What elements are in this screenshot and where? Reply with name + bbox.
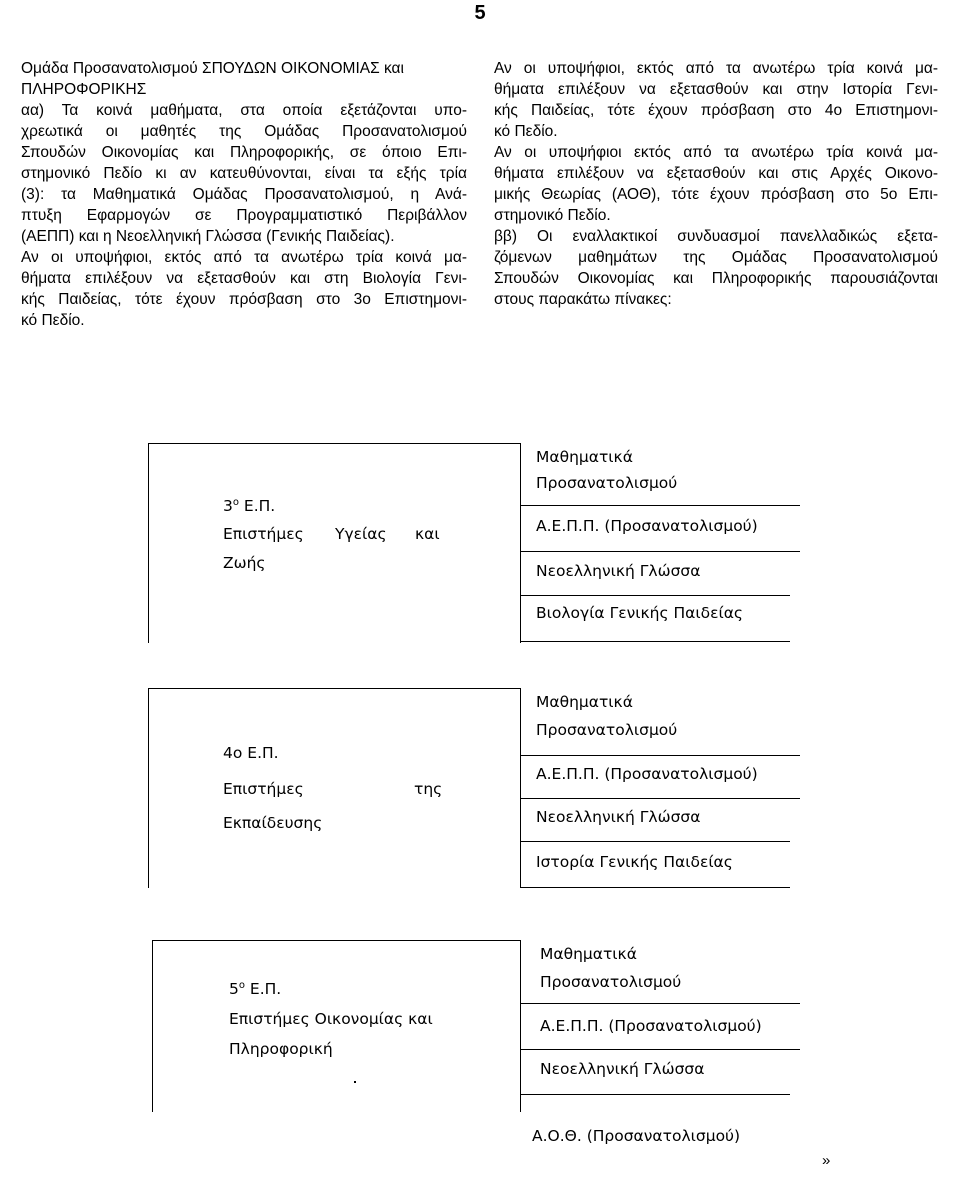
subject-cell: Μαθηματικά — [536, 693, 633, 711]
field-line: Ζωής — [223, 554, 266, 572]
subject-cell: Ιστορία Γενικής Παιδείας — [536, 853, 733, 871]
field-line: Πληροφορική — [229, 1040, 333, 1058]
field-label: $3^o$ Ε.Π. — [223, 497, 276, 516]
left-column-text — [21, 58, 467, 331]
field-line: Επιστήμες Οικονομίας και — [229, 1010, 433, 1028]
subject-cell: Νεοελληνική Γλώσσα — [536, 562, 701, 580]
field-line: Επιστήμες — [223, 780, 304, 798]
subject-cell: Μαθηματικά — [540, 945, 637, 963]
field-label: 4ο Ε.Π. — [223, 744, 279, 762]
subject-cell: Α.Ο.Θ. (Προσανατολισμού) — [532, 1127, 741, 1145]
page-number: 5 — [474, 2, 486, 24]
text-line: κής Παιδείας, τότε έχουν πρόσβαση στο 3ο Επιστημονι- — [21, 291, 467, 308]
subject-cell: Νεοελληνική Γλώσσα — [540, 1060, 705, 1078]
field-word: της — [414, 780, 443, 798]
text-line: Αν οι υποψήφιοι, εκτός από τα ανωτέρω τρία κοινά μα- — [494, 60, 938, 77]
field-word: και — [415, 525, 440, 543]
text-line: μικής Θεωρίας (ΑΟΘ), τότε έχουν πρόσβαση στο 5ο Επι- — [494, 186, 938, 203]
text-line: Ομάδα Προσανατολισμού ΣΠΟΥΔΩΝ ΟΙΚΟΝΟΜΙΑΣ και — [21, 60, 404, 77]
text-line: Αν οι υποψήφιοι εκτός από τα ανωτέρω τρία κοινά μα- — [494, 144, 938, 161]
field-label: $5^o$ Ε.Π. — [229, 980, 282, 999]
subject-cell: Προσανατολισμού — [540, 973, 682, 991]
text-line: στημονικό Πεδίο. — [494, 207, 611, 224]
text-line: στημονικό Πεδίο κι αν κατευθύνονται, είναι τα εξής τρία — [21, 165, 467, 182]
text-line: θήματα επιλέξουν να εξετασθούν και στη Βιολογία Γενι- — [21, 270, 467, 287]
text-line: πτυξη Εφαρμογών σε Προγραμματιστικό Περιβάλλον — [21, 207, 467, 224]
text-line: ββ) Οι εναλλακτικοί συνδυασμοί πανελλαδικώς εξετα- — [494, 228, 938, 245]
subject-cell: Νεοελληνική Γλώσσα — [536, 808, 701, 826]
subject-cell: Βιολογία Γενικής Παιδείας — [536, 604, 744, 622]
text-line: θήματα επιλέξουν να εξετασθούν και στις Αρχές Οικονο- — [494, 165, 938, 182]
subject-cell: Α.Ε.Π.Π. (Προσανατολισμού) — [536, 517, 758, 535]
field-line: Επιστήμες — [223, 525, 304, 543]
subject-cell: Προσανατολισμού — [536, 721, 678, 739]
text-line: (3): τα Μαθηματικά Ομάδας Προσανατολισμού, η Ανά- — [21, 186, 467, 203]
stray-dot — [354, 1081, 356, 1083]
text-line: θήματα επιλέξουν να εξετασθούν και στην Ιστορία Γενι- — [494, 81, 938, 98]
text-line: κό Πεδίο. — [494, 123, 558, 140]
closing-quote-mark: » — [822, 1152, 831, 1169]
text-line: ΠΛΗΡΟΦΟΡΙΚΗΣ — [21, 81, 147, 98]
text-line: Σπουδών Οικονομίας και Πληροφορικής, σε όποιο Επι- — [21, 144, 467, 161]
right-column-text — [494, 58, 938, 310]
subject-cell: Α.Ε.Π.Π. (Προσανατολισμού) — [536, 765, 758, 783]
subject-cell: Α.Ε.Π.Π. (Προσανατολισμού) — [540, 1017, 762, 1035]
text-line: χρεωτικά οι μαθητές της Ομάδας Προσανατολισμού — [21, 123, 467, 140]
subject-cell: Μαθηματικά — [536, 448, 633, 466]
text-line: Αν οι υποψήφιοι, εκτός από τα ανωτέρω τρία κοινά μα- — [21, 249, 467, 266]
subject-cell: Προσανατολισμού — [536, 474, 678, 492]
text-line: στους παρακάτω πίνακες: — [494, 291, 672, 308]
text-line: ζόμενων μαθημάτων της Ομάδας Προσανατολισμού — [494, 249, 938, 266]
text-line: κής Παιδείας, τότε έχουν πρόσβαση στο 4ο Επιστημονι- — [494, 102, 938, 119]
text-line: κό Πεδίο. — [21, 312, 85, 329]
field-word: Υγείας — [335, 525, 387, 543]
text-line: αα) Τα κοινά μαθήματα, στα οποία εξετάζονται υπο- — [21, 102, 467, 119]
field-line: Εκπαίδευσης — [223, 814, 323, 832]
text-line: (ΑΕΠΠ) και η Νεοελληνική Γλώσσα (Γενικής Παιδείας). — [21, 228, 395, 245]
text-line: Σπουδών Οικονομίας και Πληροφορικής παρουσιάζονται — [494, 270, 938, 287]
